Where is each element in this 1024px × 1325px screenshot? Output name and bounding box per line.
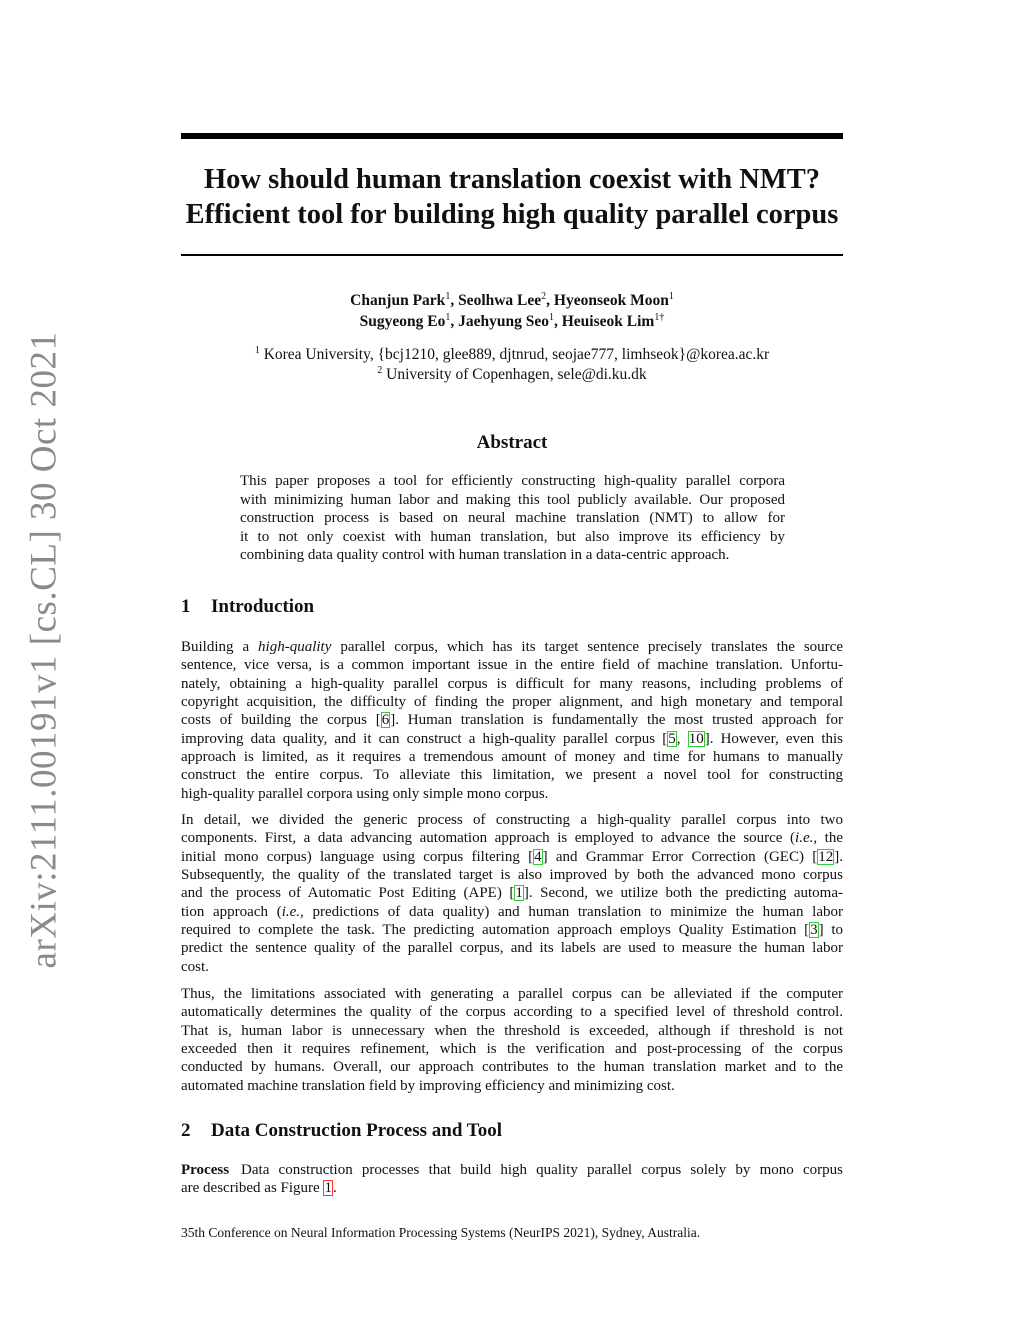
abstract-line: construction process is based on neural machine translation (NMT) to allow for [240,510,785,526]
section-heading-data-construction [181,1120,502,1142]
abstract-line: combining data quality control with human translation in a data-centric approach. [240,547,730,563]
author-name: , Hyeonseok Moon [546,292,669,309]
citation-link[interactable]: 6 [381,712,390,729]
author-name: Sugyeong Eo [359,313,446,330]
paragraph-line: construct the entire corpus. To alleviate this limitation, we present a novel tool for constructing [181,767,843,784]
text-run: costs of building the corpus [ [181,712,381,729]
text-run: initial mono corpus) language using corpus filtering [ [181,848,534,865]
text-run: components. First, a data advancing automation approach is employed to advance the source ( [181,830,796,847]
text-run: ] and Grammar Error Correction (GEC) [ [542,848,818,865]
author-affil-mark: 1† [654,311,665,323]
paragraph-line: automatically determines the quality of the corpus according to a specified level of threshold control. [181,1004,843,1021]
affiliation-line [181,365,843,385]
text-run: , [676,730,688,747]
text-run: tion approach ( [181,903,282,920]
paragraph-line: sentence, vice versa, is a common important issue in the entire field of machine translation. Unfortu- [181,657,843,674]
citation-link[interactable]: 1 [515,885,523,902]
paragraph-line: predict the sentence quality of the parallel corpus, and its labels are used to measure the human labor [181,940,843,957]
paragraph-line: approach is limited, as it requires a tremendous amount of money and time for humans to manually [181,749,843,766]
paragraph-line [181,1179,843,1197]
author-affil-mark: 2 [541,290,547,302]
author-name: Chanjun Park [350,292,446,309]
title-line-1: How should human translation coexist with NMT? [204,164,820,195]
abstract-line: with minimizing human labor and making this tool publicly available. Our proposed [240,491,785,508]
author-line-1 [181,290,843,311]
intro-paragraph-3 [181,985,843,1095]
paragraph-line: nately, obtaining a high-quality parallel corpus is difficult for many reasons, including problems of [181,675,843,692]
text-run: required to complete the task. The predicting automation approach employs Quality Estimation [ [181,922,810,939]
paragraph-line [181,884,843,902]
paragraph-line [181,848,843,866]
paragraph-line: Subsequently, the quality of the translated target is also improved by both the advanced mono corpus [181,867,843,884]
text-run: improving data quality, and it can construct a high-quality parallel corpus [ [181,730,668,747]
text-run: ]. However, even this [704,730,844,747]
citation-link[interactable]: 12 [818,848,834,865]
paragraph-line: copyright acquisition, the difficulty of finding the proper alignment, and high monetary and temporal [181,694,843,711]
text-run: ]. Second, we utilize both the predicting automa- [523,885,843,902]
emphasis-text: high-quality [258,639,332,655]
paragraph-line [181,711,843,729]
text-run: ]. Human translation is fundamentally the most trusted approach for [390,712,843,729]
citation-link[interactable]: 5 [668,730,676,747]
section-title: Data Construction Process and Tool [211,1120,503,1141]
paragraph-line [181,730,843,748]
intro-paragraph-2 [181,811,843,976]
runin-heading: Process [181,1162,230,1178]
text-run: the [817,830,844,847]
abstract-line: This paper proposes a tool for efficiently constructing high-quality parallel corpora [240,473,785,489]
text-run: predictions of data quality) and human translation to minimize the human labor [303,903,843,920]
emphasis-text: i.e., [795,830,818,847]
paragraph-line: exceeded then it requires refinement, which is the verification and post-processing of the corpus [181,1041,843,1058]
author-affil-mark: 1 [445,290,451,302]
author-affil-mark: 1 [445,311,451,323]
author-name: , Heuiseok Lim [554,313,655,330]
text-run: Building a [181,639,259,655]
citation-link[interactable]: 4 [534,848,542,865]
paragraph-line: cost. [181,958,209,975]
paragraph-line: That is, human labor is unnecessary when the threshold is exceeded, although if threshold is not [181,1022,843,1039]
paper-title [181,162,843,232]
abstract-heading: Abstract [476,432,548,453]
affiliation-text: University of Copenhagen, sele@di.ku.dk [382,366,647,383]
section-heading-introduction [181,596,314,618]
text-run: parallel corpus, which has its target sentence precisely translates the source [331,639,843,655]
title-bottom-rule [181,254,843,256]
author-list [181,290,843,332]
section-title: Introduction [211,596,315,617]
affiliation-mark: 1 [254,344,260,356]
arxiv-identifier: arXiv:2111.00191v1 [cs.CL] 30 Oct 2021 [23,331,65,969]
paragraph-line [181,829,843,847]
abstract-line: it to not only coexist with human translation, but also improve its efficiency by [240,528,785,545]
text-run: and the process of Automatic Post Editing (APE) [ [181,885,515,902]
affiliation-text: Korea University, {bcj1210, glee889, djtnrud, seojae777, limhseok}@korea.ac.kr [259,346,770,363]
paragraph-line [181,921,843,939]
paragraph-line: conducted by humans. Overall, our approach contributes to the human translation market and to the [181,1059,843,1076]
abstract-body [240,472,785,565]
text-run: ]. [834,848,843,865]
text-run: . [332,1180,337,1197]
citation-link[interactable]: 10 [688,730,704,747]
intro-paragraph-1 [181,638,843,803]
author-affil-mark: 1 [549,311,554,323]
text-run: are described as Figure [181,1180,324,1197]
paragraph-line: In detail, we divided the generic process of constructing a high-quality parallel corpus into two [181,812,843,828]
affiliation-mark: 2 [377,364,383,376]
emphasis-text: i.e., [281,903,304,920]
paragraph-line: high-quality parallel corpora using only simple mono corpus. [181,785,549,802]
text-run: ] to [818,922,843,939]
process-paragraph [181,1161,843,1198]
title-top-rule [181,133,843,139]
paragraph-line: automated machine translation field by improving efficiency and minimizing cost. [181,1077,675,1094]
paragraph-line [181,903,843,921]
citation-link[interactable]: 3 [810,922,818,939]
author-line-2 [181,311,843,332]
paragraph-line [181,638,843,656]
section-number: 1 [181,596,191,617]
text-run: Data construction processes that build high quality parallel corpus solely by mono corpus [241,1162,843,1178]
figure-reference-link[interactable]: 1 [324,1180,332,1197]
title-line-2: Efficient tool for building high quality parallel corpus [185,199,839,230]
affiliations [181,345,843,385]
section-number: 2 [181,1120,191,1141]
conference-footnote: 35th Conference on Neural Information Processing Systems (NeurIPS 2021), Sydney, Australia. [181,1225,701,1240]
paragraph-line: Thus, the limitations associated with generating a parallel corpus can be alleviated if the computer [181,986,843,1002]
affiliation-line [181,345,843,365]
author-name: , Jaehyung Seo [450,313,549,330]
author-affil-mark: 1 [668,290,674,302]
paragraph-line [181,1161,843,1179]
author-name: , Seolhwa Lee [450,292,542,309]
